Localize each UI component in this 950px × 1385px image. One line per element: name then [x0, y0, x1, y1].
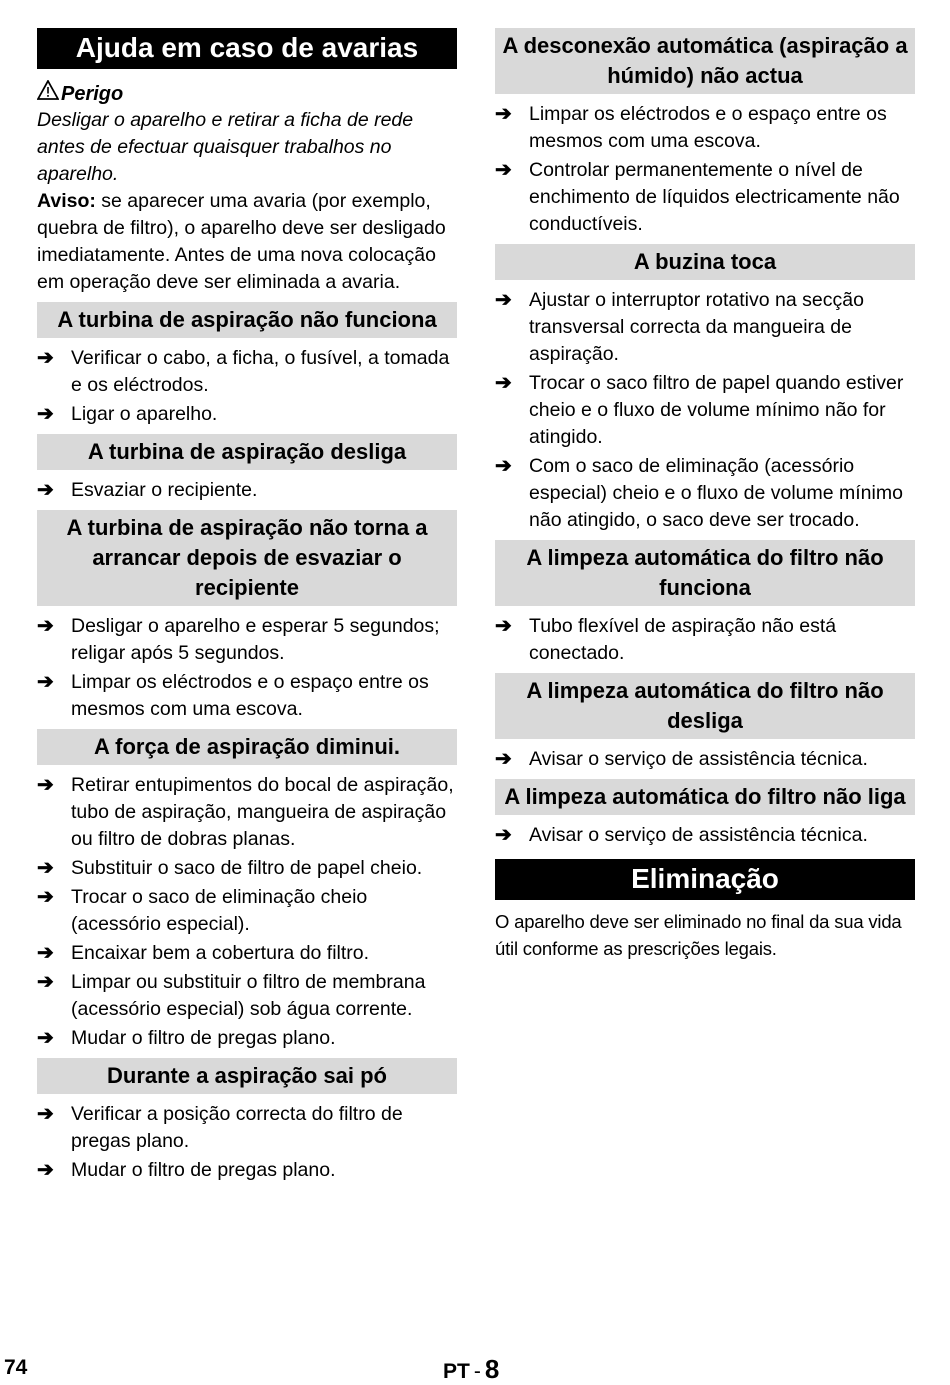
- list-item: [37, 969, 457, 1023]
- list-item: [495, 453, 915, 534]
- list-item-text: Trocar o saco filtro de papel quando estiver cheio e o fluxo de volume mínimo não for atingido.: [529, 372, 904, 448]
- section-heading: A desconexão automática (aspiração a húmido) não actua: [495, 28, 915, 94]
- right-arrow-icon: ➔: [37, 347, 54, 369]
- list-item: [37, 1025, 457, 1052]
- list-item-text: Retirar entupimentos do bocal de aspiração, tubo de aspiração, mangueira de aspiração ou filtro de dobras planas.: [71, 774, 454, 850]
- notice-text: se aparecer uma avaria (por exemplo, quebra de filtro), o aparelho deve ser desligado imediatamente. Antes de uma nova colocação em operação deve ser eliminada a avaria.: [37, 190, 446, 293]
- left-sections: [37, 302, 457, 1184]
- warning-triangle-icon: [37, 80, 61, 107]
- list-item-text: Substituir o saco de filtro de papel cheio.: [71, 857, 423, 879]
- section-heading: A limpeza automática do filtro não desliga: [495, 673, 915, 739]
- right-arrow-icon: ➔: [495, 372, 512, 394]
- list-item: [37, 401, 457, 428]
- right-arrow-icon: ➔: [495, 455, 512, 477]
- list-item-text: Tubo flexível de aspiração não está conectado.: [529, 615, 837, 664]
- right-arrow-icon: ➔: [37, 857, 54, 879]
- list-item: [495, 822, 915, 849]
- disposal-text: O aparelho deve ser eliminado no final da sua vida útil conforme as prescrições legais.: [495, 911, 902, 959]
- danger-text: Desligar o aparelho e retirar a ficha de rede antes de efectuar quaisquer trabalhos no aparelho.: [37, 109, 414, 185]
- right-arrow-icon: ➔: [495, 824, 512, 846]
- list-item: [37, 613, 457, 667]
- right-arrow-icon: ➔: [37, 1103, 54, 1125]
- right-arrow-icon: ➔: [495, 103, 512, 125]
- page-number-left: 74: [4, 1356, 28, 1379]
- left-column: [37, 28, 457, 1186]
- list-item-text: Avisar o serviço de assistência técnica.: [529, 748, 868, 770]
- danger-label: Perigo: [61, 83, 124, 105]
- section-heading: A turbina de aspiração não torna a arrancar depois de esvaziar o recipiente: [37, 510, 457, 606]
- list-item-text: Limpar ou substituir o filtro de membrana (acessório especial) sob água corrente.: [71, 971, 426, 1020]
- right-sections: [495, 28, 915, 849]
- list-item: [37, 1101, 457, 1155]
- right-column: [495, 28, 915, 962]
- list-item: [495, 101, 915, 155]
- list-item-text: Desligar o aparelho e esperar 5 segundos; religar após 5 segundos.: [71, 615, 440, 664]
- page-title: Ajuda em caso de avarias: [37, 28, 457, 69]
- right-arrow-icon: ➔: [37, 403, 54, 425]
- language-code: PT: [443, 1360, 470, 1383]
- section-heading: A limpeza automática do filtro não funciona: [495, 540, 915, 606]
- list-item: [495, 157, 915, 238]
- list-item: [37, 345, 457, 399]
- footer-dash: -: [473, 1360, 481, 1383]
- list-item-text: Ligar o aparelho.: [71, 403, 218, 425]
- list-item: [37, 940, 457, 967]
- list-item-text: Com o saco de eliminação (acessório especial) cheio e o fluxo de volume mínimo não atingido, o saco deve ser trocado.: [529, 455, 903, 531]
- right-arrow-icon: ➔: [37, 1027, 54, 1049]
- disposal-title: Eliminação: [495, 859, 915, 900]
- page-number: 8: [484, 1354, 500, 1384]
- right-arrow-icon: ➔: [37, 774, 54, 796]
- list-item-text: Mudar o filtro de pregas plano.: [71, 1159, 336, 1181]
- list-item-text: Ajustar o interruptor rotativo na secção transversal correcta da mangueira de aspiração.: [529, 289, 864, 365]
- right-arrow-icon: ➔: [37, 942, 54, 964]
- right-arrow-icon: ➔: [37, 615, 54, 637]
- right-arrow-icon: ➔: [37, 479, 54, 501]
- section-heading: A turbina de aspiração não funciona: [37, 302, 457, 338]
- list-item-text: Verificar a posição correcta do filtro de pregas plano.: [71, 1103, 403, 1152]
- list-item: [37, 855, 457, 882]
- right-arrow-icon: ➔: [495, 748, 512, 770]
- right-arrow-icon: ➔: [37, 671, 54, 693]
- notice-label: Aviso:: [37, 190, 96, 212]
- right-arrow-icon: ➔: [495, 289, 512, 311]
- section-heading: A buzina toca: [495, 244, 915, 280]
- page-footer: [443, 1354, 499, 1385]
- list-item: [37, 477, 457, 504]
- right-arrow-icon: ➔: [495, 615, 512, 637]
- section-heading: A limpeza automática do filtro não liga: [495, 779, 915, 815]
- list-item-text: Limpar os eléctrodos e o espaço entre os mesmos com uma escova.: [529, 103, 887, 152]
- section-heading: A força de aspiração diminui.: [37, 729, 457, 765]
- list-item: [495, 746, 915, 773]
- list-item-text: Avisar o serviço de assistência técnica.: [529, 824, 868, 846]
- list-item: [495, 613, 915, 667]
- list-item: [37, 884, 457, 938]
- section-heading: Durante a aspiração sai pó: [37, 1058, 457, 1094]
- list-item-text: Mudar o filtro de pregas plano.: [71, 1027, 336, 1049]
- list-item-text: Verificar o cabo, a ficha, o fusível, a tomada e os eléctrodos.: [71, 347, 450, 396]
- danger-heading: [37, 80, 457, 107]
- list-item-text: Controlar permanentemente o nível de enchimento de líquidos electricamente não conductíveis.: [529, 159, 900, 235]
- section-heading: A turbina de aspiração desliga: [37, 434, 457, 470]
- notice-paragraph: [37, 188, 457, 296]
- list-item-text: Trocar o saco de eliminação cheio (acessório especial).: [71, 886, 368, 935]
- list-item: [37, 772, 457, 853]
- list-item-text: Encaixar bem a cobertura do filtro.: [71, 942, 370, 964]
- list-item: [495, 370, 915, 451]
- list-item-text: Esvaziar o recipiente.: [71, 479, 258, 501]
- list-item-text: Limpar os eléctrodos e o espaço entre os mesmos com uma escova.: [71, 671, 429, 720]
- list-item: [37, 669, 457, 723]
- right-arrow-icon: ➔: [37, 971, 54, 993]
- right-arrow-icon: ➔: [495, 159, 512, 181]
- right-arrow-icon: ➔: [37, 886, 54, 908]
- list-item: [495, 287, 915, 368]
- right-arrow-icon: ➔: [37, 1159, 54, 1181]
- list-item: [37, 1157, 457, 1184]
